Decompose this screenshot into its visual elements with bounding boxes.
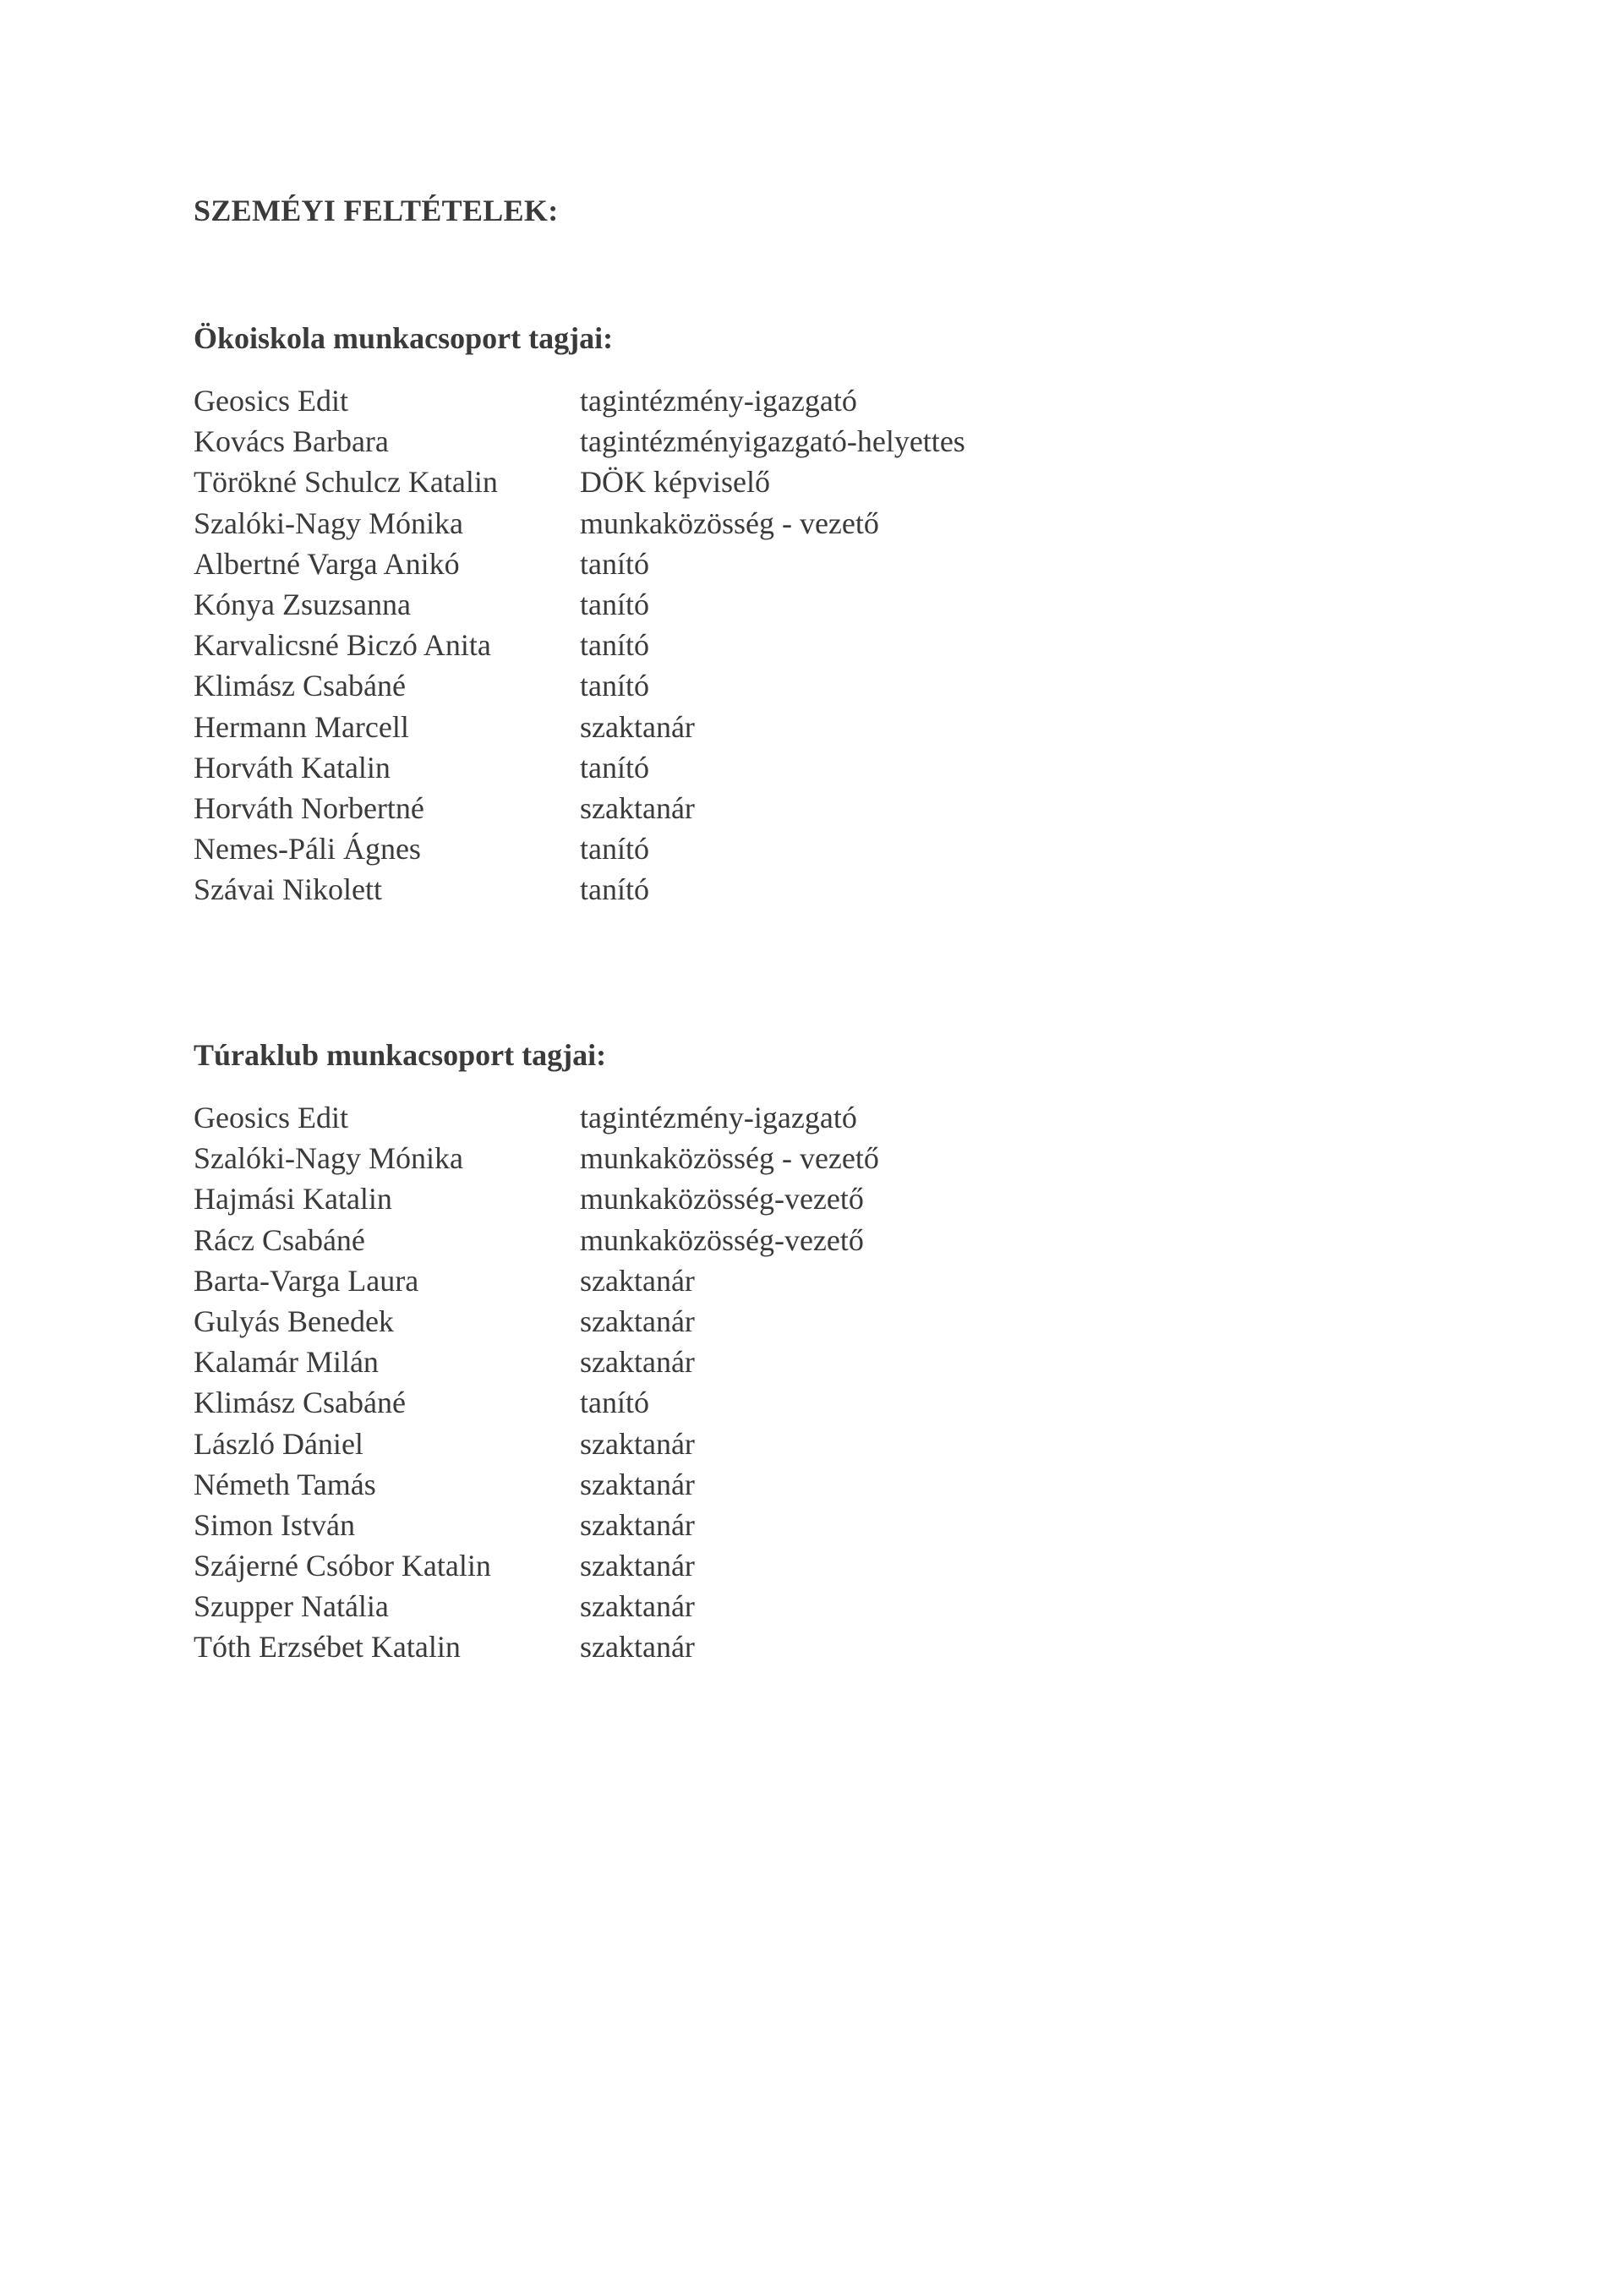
member-name: Kovács Barbara [194,424,389,459]
member-list [194,380,965,910]
member-row [194,788,965,828]
turaklub-section [194,1035,879,1668]
member-row [194,503,965,544]
member-row [194,707,965,747]
member-role: tanító [580,832,649,866]
member-row [194,828,965,869]
member-name: Szalóki-Nagy Mónika [194,506,463,540]
member-row [194,1178,879,1219]
member-row [194,747,965,788]
member-role: tagintézményigazgató-helyettes [580,424,965,459]
member-role: szaktanár [580,1467,695,1501]
member-row [194,1505,879,1545]
member-row [194,1382,879,1423]
member-name: Kalamár Milán [194,1345,379,1380]
member-name: Simon István [194,1507,356,1542]
member-role: szaktanár [580,790,695,825]
member-name: Szájerné Csóbor Katalin [194,1549,491,1583]
member-row [194,1301,879,1342]
page-title: SZEMÉYI FELTÉTELEK: [194,194,559,227]
member-row [194,1260,879,1301]
member-row [194,380,965,421]
member-role: szaktanár [580,1345,695,1380]
member-name: Horváth Katalin [194,750,391,784]
member-role: tanító [580,628,649,663]
member-row [194,584,965,625]
member-row [194,1464,879,1505]
member-list [194,1097,879,1668]
member-row [194,462,965,502]
member-role: szaktanár [580,1630,695,1665]
member-role: munkaközösség - vezető [580,506,879,540]
member-row [194,1626,879,1667]
member-role: tanító [580,546,649,581]
member-row [194,1097,879,1138]
section-heading: Túraklub munkacsoport tagjai: [194,1038,607,1072]
member-name: Albertné Varga Anikó [194,546,460,581]
member-row [194,1424,879,1464]
member-row [194,1220,879,1260]
member-role: munkaközösség-vezető [580,1182,864,1216]
member-role: szaktanár [580,1589,695,1624]
member-role: DÖK képviselő [580,465,770,500]
member-row [194,1586,879,1626]
member-row [194,869,965,910]
member-role: tanító [580,872,649,907]
member-name: Hermann Marcell [194,709,409,744]
member-role: szaktanár [580,709,695,744]
okoiskola-section [194,318,965,910]
member-name: Rácz Csabáné [194,1222,365,1257]
member-role: tanító [580,587,649,621]
member-role: tanító [580,669,649,703]
member-name: Geosics Edit [194,1101,348,1134]
member-role: munkaközösség - vezető [580,1141,879,1176]
member-role: tagintézmény-igazgató [580,1101,857,1134]
member-name: Törökné Schulcz Katalin [194,465,498,500]
member-role: szaktanár [580,1304,695,1338]
member-name: Szupper Natália [194,1589,389,1624]
member-name: László Dániel [194,1426,363,1461]
member-row [194,421,965,462]
member-row [194,1545,879,1586]
member-row [194,544,965,584]
member-role: szaktanár [580,1549,695,1583]
member-row [194,665,965,706]
member-name: Karvalicsné Biczó Anita [194,628,491,663]
member-role: szaktanár [580,1426,695,1461]
member-role: tagintézmény-igazgató [580,384,857,418]
member-name: Nemes-Páli Ágnes [194,832,421,866]
member-name: Barta-Varga Laura [194,1263,419,1298]
section-heading: Ökoiskola munkacsoport tagjai: [194,321,614,355]
member-name: Klimász Csabáné [194,669,406,703]
member-role: tanító [580,1386,649,1420]
member-name: Tóth Erzsébet Katalin [194,1630,461,1665]
member-name: Hajmási Katalin [194,1182,392,1216]
member-role: munkaközösség-vezető [580,1222,864,1257]
member-name: Szávai Nikolett [194,872,382,907]
member-name: Németh Tamás [194,1467,376,1501]
member-row [194,1342,879,1382]
member-role: szaktanár [580,1263,695,1298]
member-row [194,625,965,665]
member-row [194,1138,879,1178]
member-name: Kónya Zsuzsanna [194,587,411,621]
member-name: Geosics Edit [194,384,348,418]
member-name: Szalóki-Nagy Mónika [194,1141,463,1176]
member-role: tanító [580,750,649,784]
member-name: Klimász Csabáné [194,1386,406,1420]
member-name: Horváth Norbertné [194,790,424,825]
member-role: szaktanár [580,1507,695,1542]
member-name: Gulyás Benedek [194,1304,394,1338]
